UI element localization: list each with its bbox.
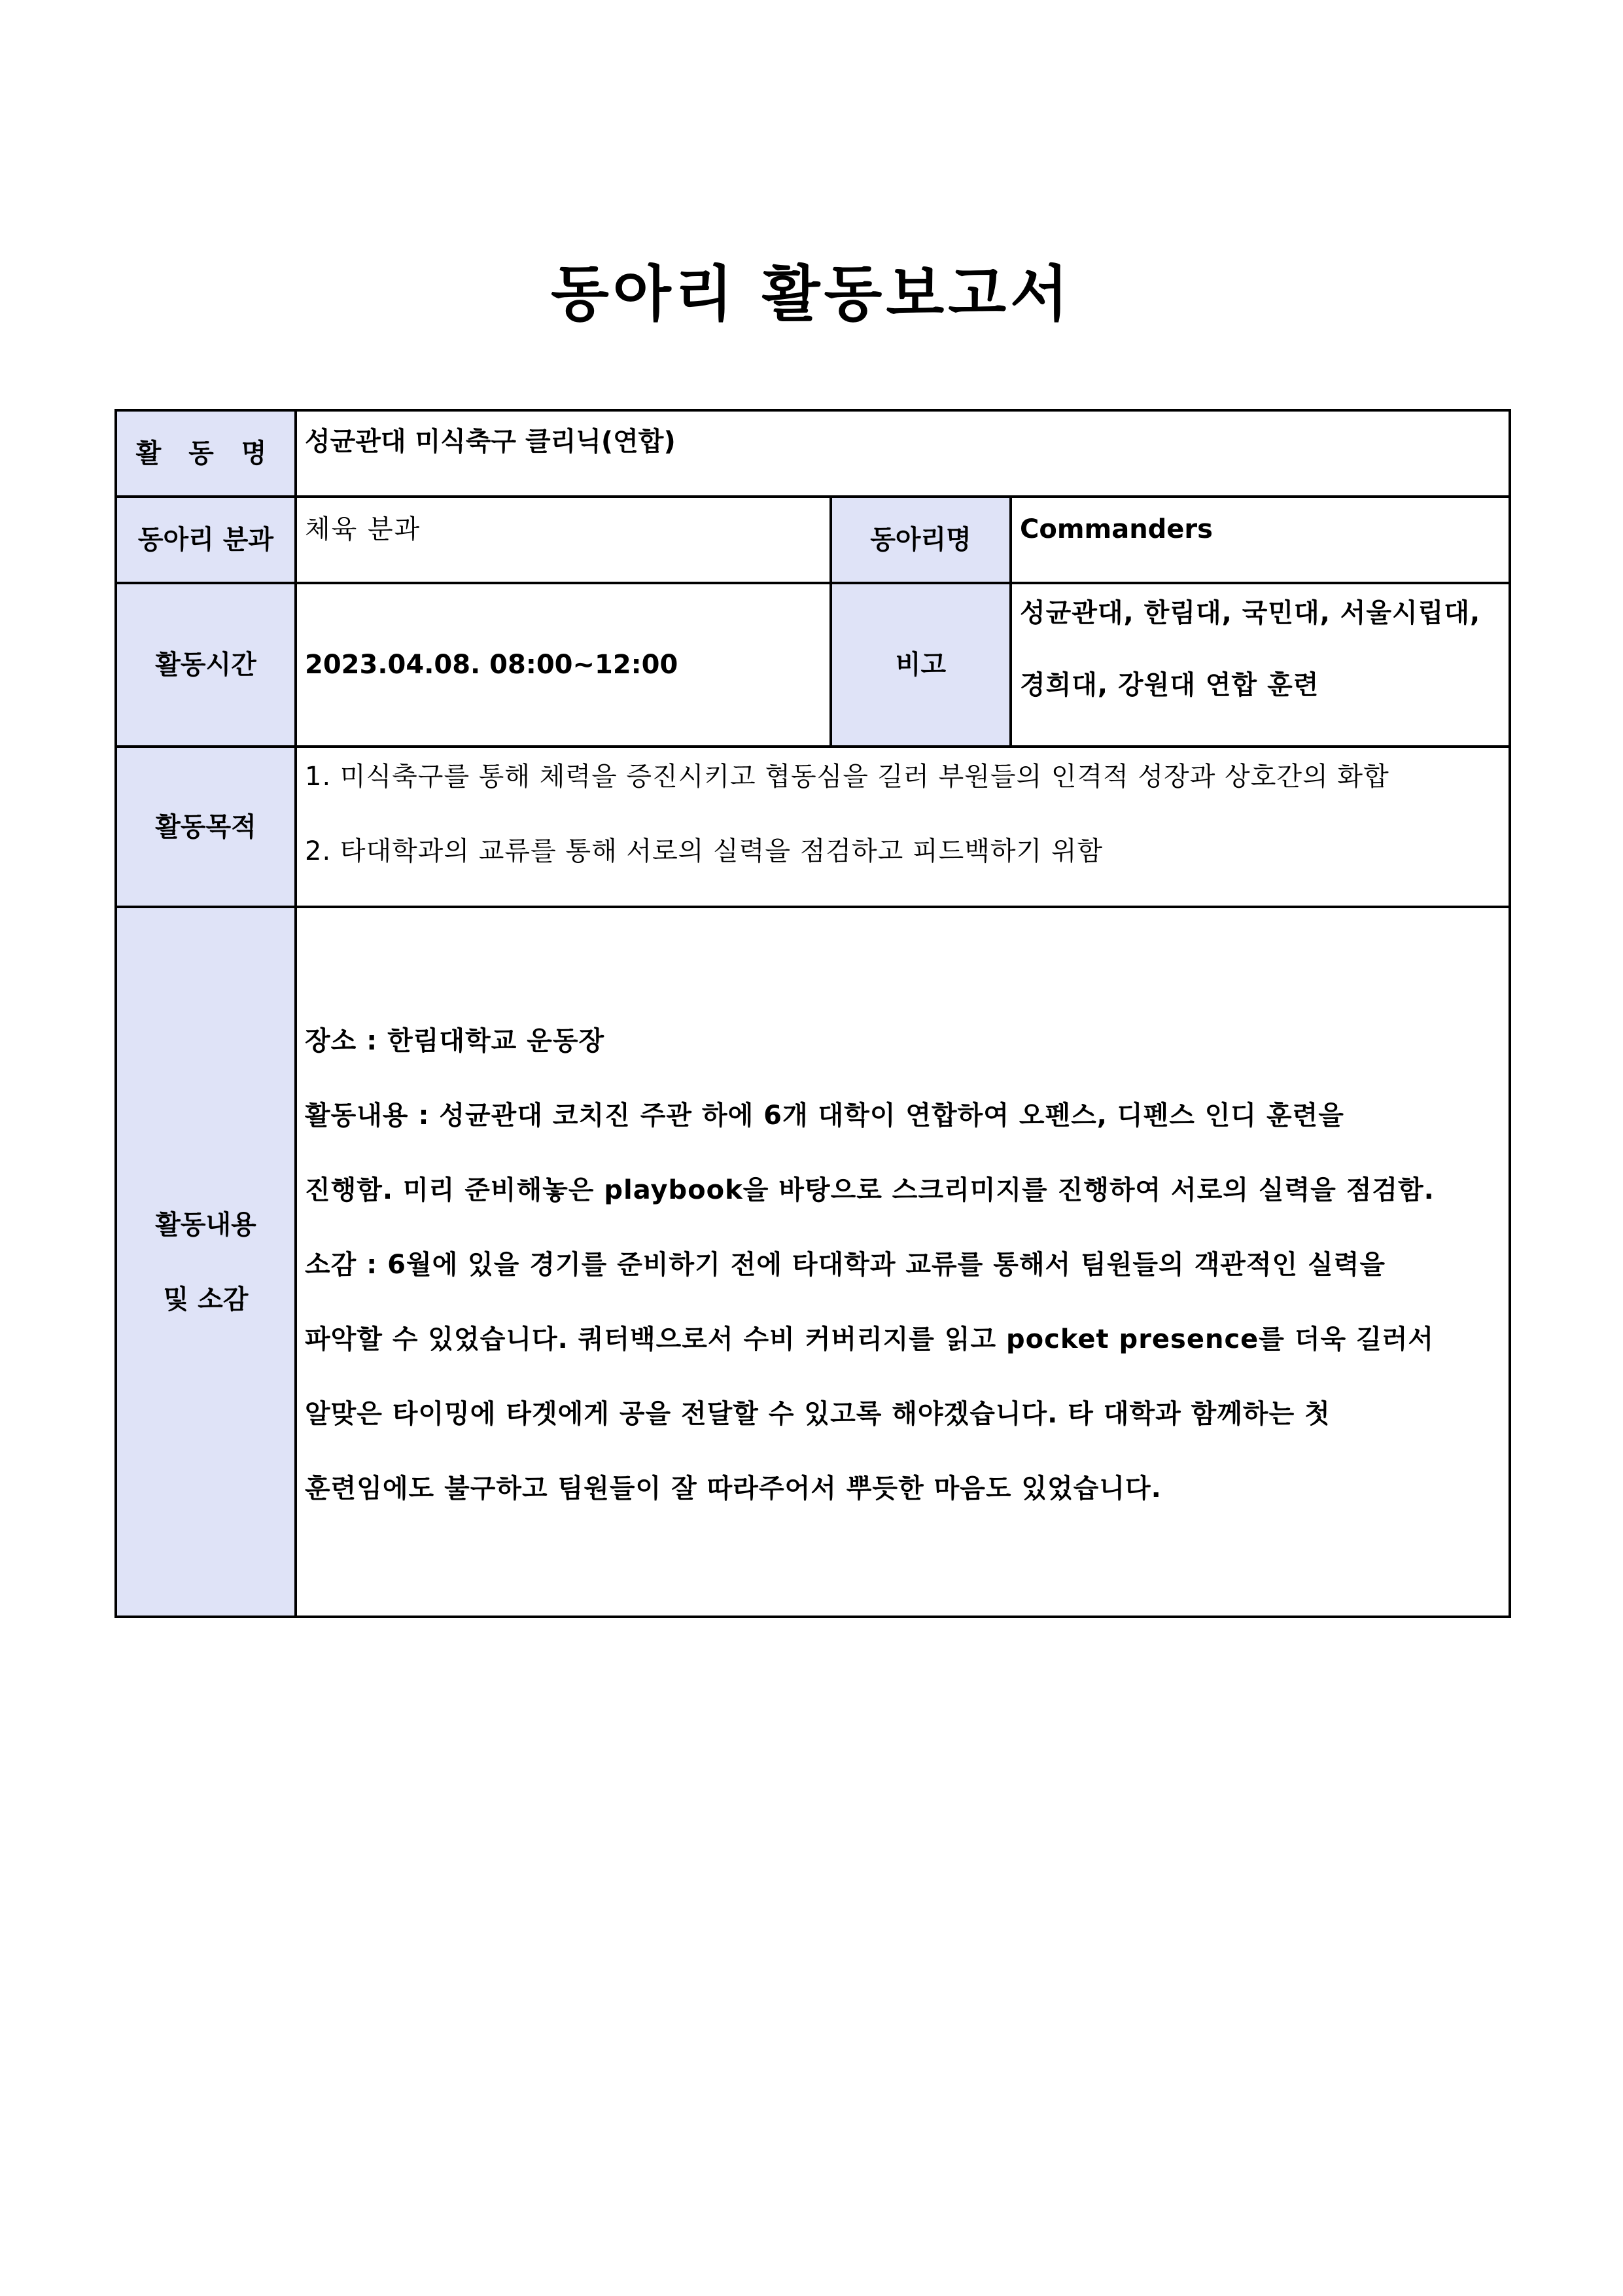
remarks-line-2: 경희대, 강원대 연합 훈련	[1020, 670, 1319, 700]
club-name-label-cell	[831, 497, 1011, 583]
content-line-6: 알맞은 타이밍에 타겟에게 공을 전달할 수 있고록 해야겠습니다. 타 대학과 함께하는 첫	[305, 1398, 1331, 1429]
content-line-3: 진행함. 미리 준비해놓은 playbook을 바탕으로 스크리미지를 진행하여 서로의 실력을 점검함.	[305, 1174, 1435, 1205]
content-label-line-1: 활동내용	[155, 1209, 256, 1240]
remarks-label: 비고	[895, 650, 947, 680]
remarks-line-1: 성균관대, 한림대, 국민대, 서울시립대,	[1020, 598, 1481, 628]
row-content	[116, 907, 1510, 1617]
club-division-label: 동아리 분과	[137, 525, 274, 555]
content-label-line-2: 및 소감	[163, 1284, 249, 1315]
purpose-line-1: 1. 미식축구를 통해 체력을 증진시키고 협동심을 길러 부원들의 인격적 성장과 상호간의 화합	[305, 762, 1389, 792]
remarks-value-cell	[1011, 583, 1510, 747]
purpose-label: 활동목적	[155, 811, 256, 842]
activity-time-value: 2023.04.08. 08:00~12:00	[305, 650, 678, 680]
club-division-value: 체육 분과	[305, 514, 421, 544]
content-line-5: 파악할 수 있었습니다. 쿼터백으로서 수비 커버리지를 읽고 pocket presence를 더욱 길러서	[305, 1324, 1434, 1354]
row-activity-name	[116, 410, 1510, 497]
club-division-value-cell	[296, 497, 831, 583]
content-line-1: 장소 : 한림대학교 운동장	[305, 1025, 605, 1056]
content-line-2: 활동내용 : 성균관대 코치진 주관 하에 6개 대학이 연합하여 오펜스, 디펜스 인디 훈련을	[305, 1100, 1344, 1131]
content-body	[305, 1017, 1509, 1507]
club-name-value: Commanders	[1020, 514, 1213, 544]
activity-name-value-cell	[296, 410, 1510, 497]
activity-name-value: 성균관대 미식축구 클리닉(연합)	[305, 427, 676, 457]
club-division-label-cell	[116, 497, 296, 583]
content-line-7: 훈련임에도 불구하고 팀원들이 잘 따라주어서 뿌듯한 마음도 있었습니다.	[305, 1473, 1162, 1504]
report-table	[114, 409, 1511, 1618]
content-value-cell	[296, 907, 1510, 1617]
club-name-label: 동아리명	[870, 525, 971, 555]
purpose-label-cell	[116, 747, 296, 907]
purpose-value-cell	[296, 747, 1510, 907]
activity-time-value-cell	[296, 583, 831, 747]
row-purpose	[116, 747, 1510, 907]
page-title: 동아리 활동보고서	[550, 259, 1072, 329]
activity-time-label: 활동시간	[155, 650, 256, 680]
row-activity-time	[116, 583, 1510, 747]
row-club-info	[116, 497, 1510, 583]
activity-name-label-cell	[116, 410, 296, 497]
remarks-label-cell	[831, 583, 1011, 747]
activity-time-label-cell	[116, 583, 296, 747]
purpose-line-2: 2. 타대학과의 교류를 통해 서로의 실력을 점검하고 피드백하기 위함	[305, 836, 1104, 866]
activity-name-label: 활 동 명	[135, 438, 276, 468]
content-line-4: 소감 : 6월에 있을 경기를 준비하기 전에 타대학과 교류를 통해서 팀원들의 객관적인 실력을	[305, 1249, 1386, 1280]
club-name-value-cell	[1011, 497, 1510, 583]
content-label-cell	[116, 907, 296, 1617]
